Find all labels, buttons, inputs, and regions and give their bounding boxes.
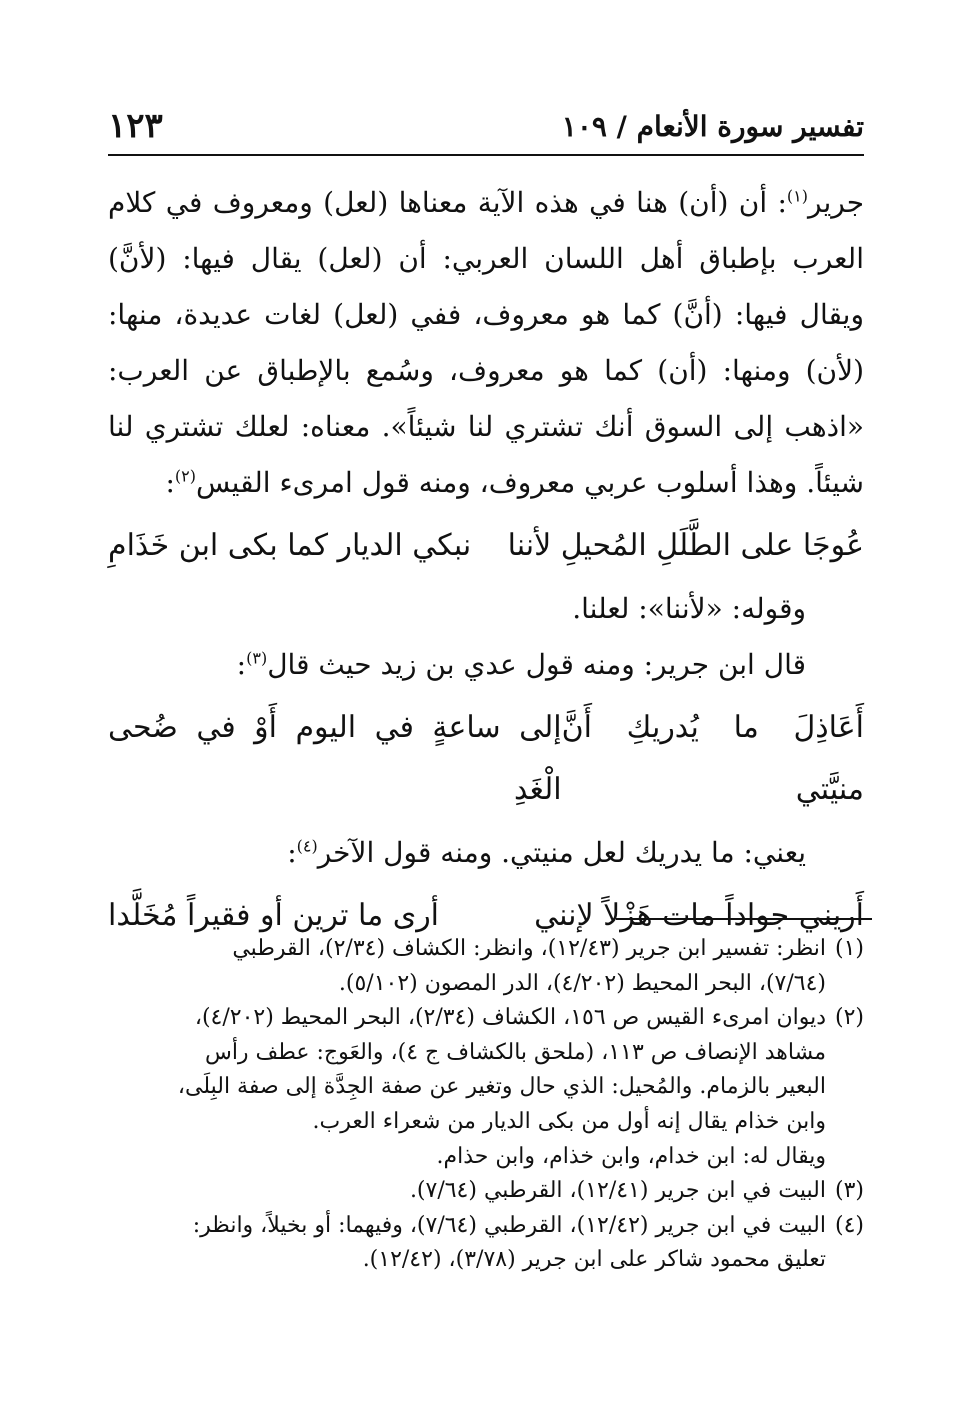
verse-1	[108, 515, 864, 577]
footnotes	[108, 932, 864, 1278]
footnote-number: (١)	[834, 936, 864, 961]
footnote-line: ديوان امرىء القيس ص ١٥٦، الكشاف (٢/٣٤)، البحر المحيط (٤/٢٠٢)،	[194, 1005, 826, 1031]
footnote-2	[108, 1001, 864, 1174]
verse-3-first-hemistich: أَريني جواداً مات هَزْلاً لإنني	[534, 898, 864, 933]
footnote-line: مشاهد الإنصاف ص ١١٣، (ملحق بالكشاف ج ٤)، والعَوج: عطف رأس	[204, 1039, 826, 1065]
footnote-line: تعليق محمود شاكر على ابن جرير (٣/٧٨)، (١٢/٤٢).	[362, 1247, 826, 1273]
footnote-line: البعير بالزمام. والمُحيل: الذي حال وتغير عن صفة الجِدَّة إلى صفة البِلَى،	[177, 1074, 826, 1100]
footnote-line: ويقال له: ابن خدام، وابن خذام، وابن حذام.	[436, 1143, 826, 1169]
text-run: قال ابن جرير: ومنه قول عدي بن زيد حيث قال	[267, 648, 806, 681]
text-run: :	[287, 836, 297, 869]
footnote-number: (٣)	[834, 1178, 864, 1204]
text-run: جرير	[808, 186, 864, 219]
text-run: : أن (أن) هنا في هذه الآية معناها (لعل) ومعروف في كلام العرب بإطباق أهل اللسان العربي: أن (لعل) يقال فيها: (لأنَّ) ويقال فيها: (أنَّ) كما هو معروف، ففي (لعل) لغات عديدة، منها: (لأن) ومنها: (أن) كما هو معروف، وسُمع بالإطباق عن العرب: «اذهب إلى السوق أنك تشتري لنا شيئاً». معناه: لعلك تشتري لنا شيئاً. وهذا أسلوب عربي معروف، ومنه قول امرىء القيس	[108, 186, 864, 499]
verse-1-first-hemistich: عُوجَا على الطَّلَلِ المُحيلِ لأننا	[507, 528, 864, 563]
footnote-line: البيت في ابن جرير (١٢/٤٢)، القرطبي (٧/٦٤)، وفيهما: أو بخيلاً، وانظر:	[192, 1212, 826, 1238]
footnote-ref-3: (٣)	[246, 648, 268, 668]
footnote-ref-1: (١)	[786, 186, 808, 206]
paragraph-3	[108, 637, 864, 693]
paragraph-2: وقوله: «لأننا»: لعلنا.	[572, 592, 806, 625]
verse-2	[108, 697, 864, 821]
text-run: :	[165, 466, 175, 499]
paragraph-4	[108, 825, 864, 881]
verse-2-second-hemistich: إلى ساعةٍ في اليوم أَوْ في ضُحى الْغَدِ	[108, 710, 562, 807]
text-run: :	[236, 648, 247, 681]
page-number: ١٢٣	[108, 106, 163, 146]
footnote-line: (٧/٦٤)، البحر المحيط (٤/٢٠٢)، الدر المصون (٥/١٠٢).	[338, 970, 826, 996]
footnote-divider	[616, 918, 872, 920]
verse-1-second-hemistich: نبكي الديار كما بكى ابن خَذَامِ	[108, 528, 472, 563]
footnote-line: البيت في ابن جرير (١٢/٤١)، القرطبي (٧/٦٤).	[409, 1178, 826, 1204]
footnote-line: انظر: تفسير ابن جرير (١٢/٤٣)، وانظر: الكشاف (٢/٣٤)، القرطبي	[232, 936, 826, 961]
page-header	[108, 104, 864, 156]
running-title: تفسير سورة الأنعام / ١٠٩	[561, 110, 864, 143]
footnote-text	[108, 1209, 826, 1278]
footnote-ref-4: (٤)	[296, 836, 318, 856]
main-text	[108, 175, 864, 951]
footnote-4	[108, 1209, 864, 1278]
footnote-1	[108, 932, 864, 1001]
verse-3-second-hemistich: أرى ما ترين أو فقيراً مُخَلَّدا	[108, 898, 440, 933]
footnote-line: وابن خذام يقال إنه أول من بكى الديار من شعراء العرب.	[312, 1108, 826, 1134]
footnote-text	[108, 1174, 826, 1209]
footnote-3	[108, 1174, 864, 1209]
footnote-ref-2: (٢)	[174, 466, 196, 486]
footnote-text	[108, 932, 826, 1001]
text-run: يعني: ما يدريك لعل منيتي. ومنه قول الآخر	[317, 836, 806, 869]
footnote-number: (٤)	[834, 1212, 864, 1238]
verse-2-first-hemistich: أَعَاذِلَ ما يُدريكِ أَنَّ منيَّتي	[561, 710, 864, 807]
footnote-text	[108, 1001, 826, 1174]
footnote-number: (٢)	[834, 1005, 864, 1031]
paragraph-1	[108, 175, 864, 511]
